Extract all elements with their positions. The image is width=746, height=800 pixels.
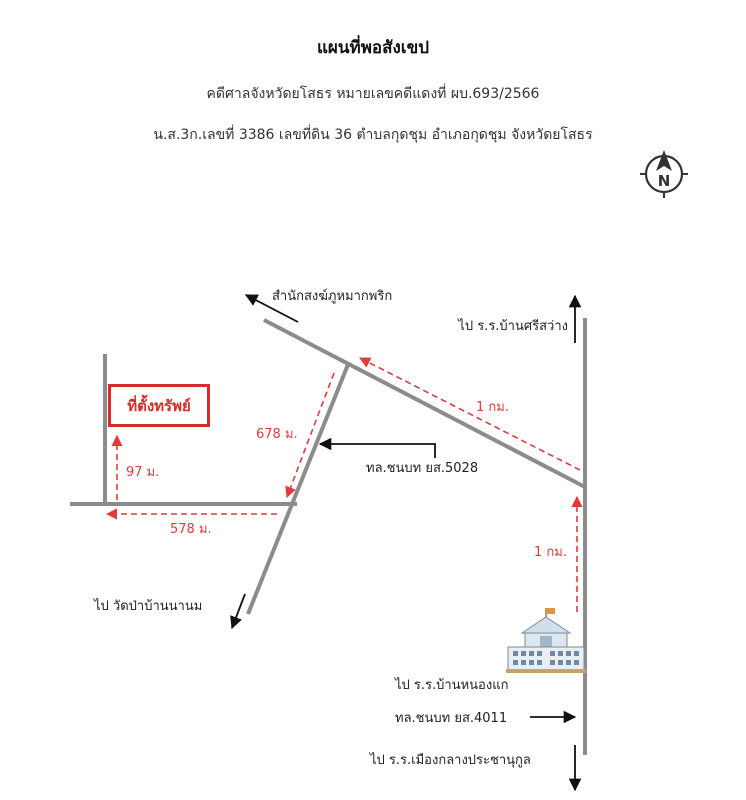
- distance-578m: 578 ม.: [170, 522, 212, 537]
- property-location-label: ที่ตั้งทรัพย์: [127, 396, 191, 415]
- route-segment-1km-diagonal: [360, 358, 580, 470]
- label-school-north: ไป ร.ร.บ้านศรีสว่าง: [458, 319, 568, 334]
- case-number-line: คดีศาลจังหวัดยโสธร หมายเลขคดีแดงที่ ผบ.693/2566: [206, 86, 540, 102]
- label-school-south: ไป ร.ร.เมืองกลางประชานุกูล: [370, 753, 531, 768]
- property-location-box: [108, 384, 210, 427]
- distance-1km-vertical: 1 กม.: [534, 545, 567, 560]
- compass-letter: N: [657, 172, 671, 190]
- road-5028: [248, 362, 349, 614]
- label-road-4011: ทล.ชนบท ยส.4011: [395, 711, 508, 726]
- arrow-road-5028: [320, 444, 435, 458]
- distance-1km-diagonal: 1 กม.: [476, 400, 509, 415]
- map-title: แผนที่พอสังเขป: [316, 38, 430, 58]
- land-deed-line: น.ส.3ก.เลขที่ 3386 เลขที่ดิน 36 ตำบลกุดชุม อำเภอกุดชุม จังหวัดยโสธร: [153, 127, 593, 143]
- label-temple-ne: สำนักสงฆ์ภูหมากพริก: [272, 289, 393, 304]
- distance-97m: 97 ม.: [126, 465, 160, 480]
- label-temple-sw: ไป วัดป่าบ้านนานม: [94, 599, 203, 614]
- label-school-nongkae: ไป ร.ร.บ้านหนองแก: [395, 678, 509, 693]
- school-building-icon: [506, 608, 586, 673]
- north-compass-icon: [640, 150, 688, 198]
- label-road-5028: ทล.ชนบท ยส.5028: [366, 461, 479, 476]
- distance-678m: 678 ม.: [256, 427, 298, 442]
- arrow-to-temple-sw: [232, 594, 245, 628]
